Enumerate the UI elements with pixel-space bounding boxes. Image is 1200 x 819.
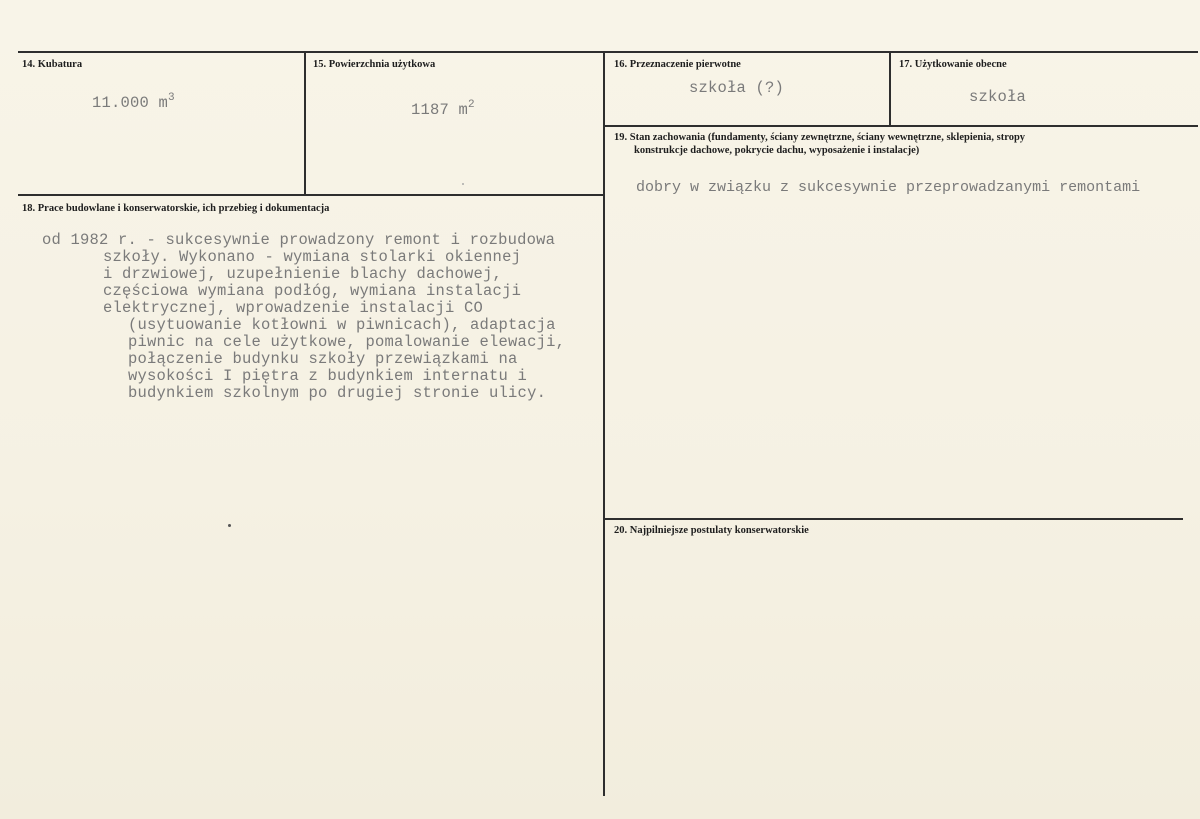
rule-above-20 [605,518,1183,520]
prace-line: szkoły. Wykonano - wymiana stolarki okiennej [103,248,522,266]
rule-under-16-17 [605,125,1198,127]
stan-value: dobry w związku z sukcesywnie przeprowadzanymi remontami [636,179,1141,196]
stan-label-line2: konstrukcje dachowe, pokrycie dachu, wyposażenie i instalacje) [634,145,920,156]
prace-line: piwnic na cele użytkowe, pomalowanie elewacji, [128,333,566,351]
przeznaczenie-value: szkoła (?) [689,79,785,97]
ink-speck [462,183,464,185]
prace-line: częściowa wymiana podłóg, wymiana instalacji [103,282,522,300]
top-rule [18,51,1198,53]
kubatura-unit-sup: 3 [168,92,175,104]
prace-line: (usytuowanie kotłowni w piwnicach), adaptacja [128,316,556,334]
powierzchnia-value: 1187 $m^2$ [411,99,475,119]
uzytkowanie-value: szkoła [969,88,1027,106]
prace-line: budynkiem szkolnym po drugiej stronie ulicy. [128,384,547,402]
divider-16-17 [889,52,891,125]
powierzchnia-label: 15. Powierzchnia użytkowa [313,59,436,70]
divider-center [603,52,605,796]
uzytkowanie-label: 17. Użytkowanie obecne [899,59,1007,70]
ink-speck [228,524,231,527]
przeznaczenie-label: 16. Przeznaczenie pierwotne [614,59,741,70]
postulaty-label: 20. Najpilniejsze postulaty konserwatorskie [614,525,809,536]
kubatura-label: 14. Kubatura [22,59,83,70]
prace-line: połączenie budynku szkoły przewiązkami na [128,350,518,368]
prace-line: i drzwiowej, uzupełnienie blachy dachowej, [103,265,503,283]
prace-label: 18. Prace budowlane i konserwatorskie, ich przebieg i dokumentacja [22,203,330,214]
kubatura-value: 11.000 $m^3$ [92,92,175,112]
prace-line: wysokości I piętra z budynkiem internatu i [128,367,528,385]
prace-line: elektrycznej, wprowadzenie instalacji CO [103,299,484,317]
stan-label-line1: 19. Stan zachowania (fundamenty, ściany zewnętrzne, ściany wewnętrzne, sklepienia, stropy [614,132,1026,143]
divider-14-15 [304,52,306,194]
prace-line: od 1982 r. - sukcesywnie prowadzony remont i rozbudowa [42,231,556,249]
rule-under-14-15 [18,194,604,196]
powierzchnia-unit-sup: 2 [468,99,475,111]
